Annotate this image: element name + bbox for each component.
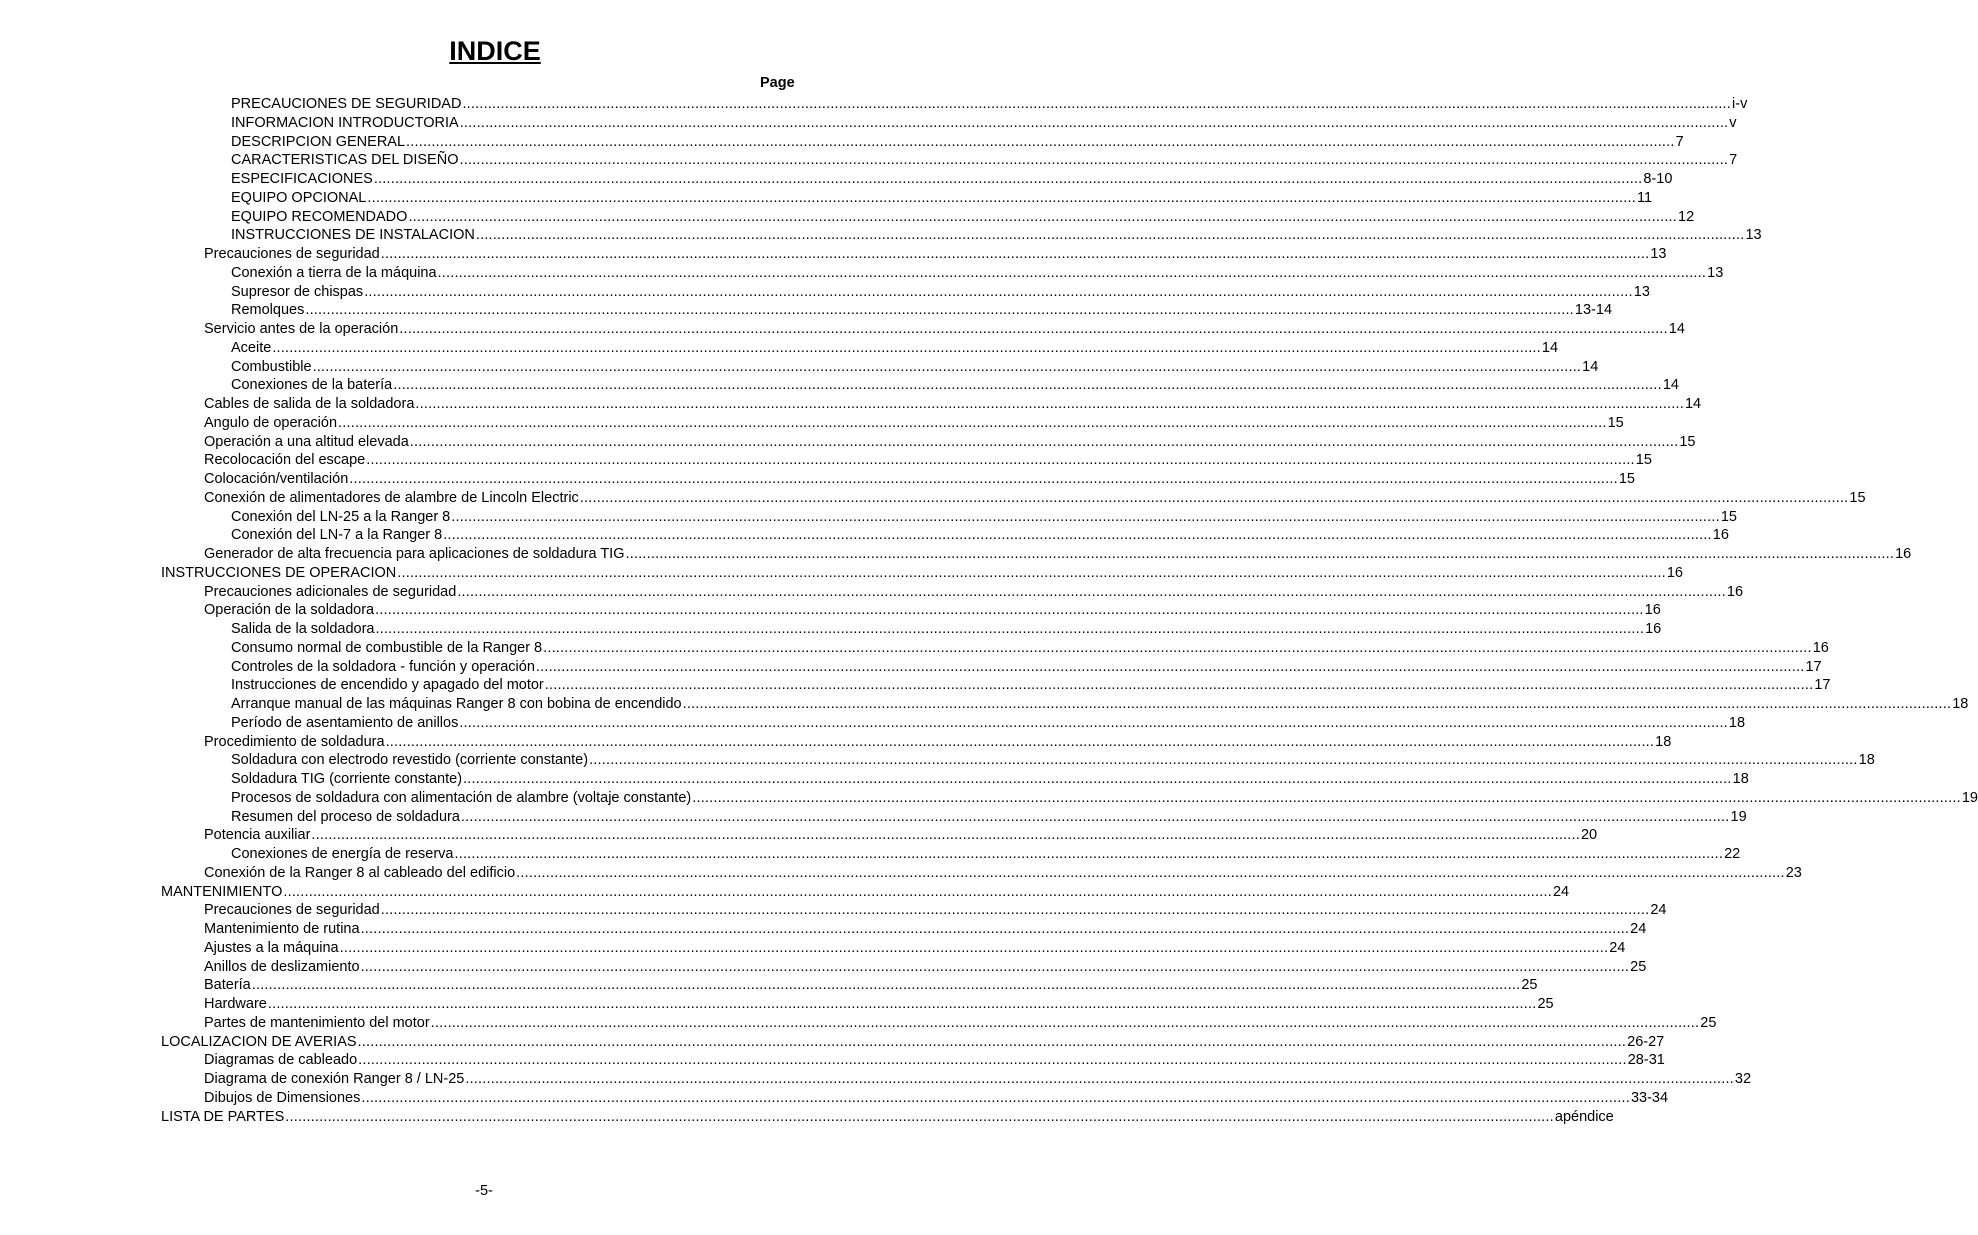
toc-leader-dots: ............................................................................................................................................................................................................................................................................................................ [380,902,1650,919]
toc-entry-label: Potencia auxiliar [204,827,311,844]
toc-entry-label: Conexiones de energía de reserva [231,846,454,862]
toc-leader-dots: ............................................................................................................................................................................................................................................................................................................ [544,677,1814,694]
toc-entry-label: Conexión del LN-25 a la Ranger 8 [231,508,451,525]
toc-entry [204,864,1802,884]
toc-entry [204,452,1652,471]
toc-entry-label: Hardware [204,996,267,1012]
toc-entry-label: Salida de la soldadora [231,621,375,637]
toc-leader-dots: ............................................................................................................................................................................................................................................................................................................ [251,977,1521,994]
toc-entry-label: PRECAUCIONES DE SEGURIDAD [231,96,462,112]
toc-leader-dots: ............................................................................................................................................................................................................................................................................................................ [451,508,1720,525]
toc-leader-dots: ............................................................................................................................................................................................................................................................................................................ [375,602,1644,619]
toc-entry-label: Combustible [231,358,312,375]
toc-entry [204,396,1702,415]
toc-leader-dots: ............................................................................................................................................................................................................................................................................................................ [360,921,1630,937]
toc-entry [231,714,1746,734]
page-title: INDICE [449,36,541,66]
toc-leader-dots: ............................................................................................................................................................................................................................................................................................................ [283,883,1552,900]
toc-entry-label: Remolques [231,302,305,319]
toc-entry [204,1014,1717,1034]
toc-leader-dots: ............................................................................................................................................................................................................................................................................................................ [460,808,1730,825]
toc-entry-page: 14 [1662,377,1679,394]
toc-leader-dots: ............................................................................................................................................................................................................................................................................................................ [385,733,1655,750]
toc-entry [231,508,1737,528]
toc-entry-label: Conexión de la Ranger 8 al cableado del edificio [204,864,516,881]
toc-entry-page: 24 [1552,883,1570,900]
toc-entry-label: Ajustes a la máquina [204,939,339,956]
toc-leader-dots: ............................................................................................................................................................................................................................................................................................................ [409,433,1679,450]
toc-entry-page: 18 [1655,733,1672,750]
toc-entry-page: 7 [1675,133,1684,150]
toc-entry-label: Controles de la soldadora - función y operación [231,658,535,675]
toc-entry [231,339,1559,359]
toc-entry-page: 18 [1728,714,1746,731]
toc-entry-label: MANTENIMIENTO [161,883,283,900]
toc-leader-dots: ............................................................................................................................................................................................................................................................................................................ [625,546,1895,562]
toc-entry-page: 13 [1633,283,1650,300]
toc-entry-label: LISTA DE PARTES [161,1108,285,1125]
toc-entry [231,133,1684,153]
toc-entry-label: Procedimiento de soldadura [204,733,385,750]
toc-entry-page: 17 [1805,658,1822,675]
toc-leader-dots: ............................................................................................................................................................................................................................................................................................................ [361,1089,1630,1106]
toc-entry-label: Arranque manual de las máquinas Ranger 8 con bobina de encendido [231,696,682,712]
toc-entry-label: Batería [204,977,251,994]
toc-leader-dots: ............................................................................................................................................................................................................................................................................................................ [437,264,1707,281]
toc-entry-label: Supresor de chispas [231,283,364,300]
toc-entry-page: 15 [1635,452,1652,469]
toc-entry [231,621,1662,640]
toc-entry-page: 11 [1636,189,1653,206]
toc-entry [231,283,1650,303]
toc-entry-page: 20 [1580,827,1598,844]
toc-entry-label: Anillos de deslizamiento [204,958,360,975]
toc-entry [231,771,1749,790]
toc-leader-dots: ............................................................................................................................................................................................................................................................................................................ [579,489,1849,506]
toc-leader-dots: ............................................................................................................................................................................................................................................................................................................ [459,152,1729,169]
toc-leader-dots: ............................................................................................................................................................................................................................................................................................................ [311,827,1580,844]
toc-entry [204,1052,1665,1071]
toc-leader-dots: ............................................................................................................................................................................................................................................................................................................ [360,958,1630,975]
toc-leader-dots: ............................................................................................................................................................................................................................................................................................................ [459,714,1728,731]
toc-leader-dots: ............................................................................................................................................................................................................................................................................................................ [692,789,1961,806]
toc-entry-page: 33-34 [1630,1089,1669,1106]
toc-entry-label: DESCRIPCION GENERAL [231,133,406,150]
toc-entry [161,883,1570,903]
toc-entry-page: 14 [1582,358,1599,375]
toc-entry [231,377,1679,396]
toc-entry [231,189,1653,209]
toc-leader-dots: ............................................................................................................................................................................................................................................................................................................ [375,621,1645,637]
toc-entry-page: 16 [1644,602,1661,619]
toc-entry-label: Precauciones de seguridad [204,246,380,262]
toc-entry-page: 18 [1952,696,1969,712]
toc-entry-page: 24 [1609,939,1626,956]
toc-leader-dots: ............................................................................................................................................................................................................................................................................................................ [475,227,1745,244]
toc-entry-label: Soldadura con electrodo revestido (corriente constante) [231,752,589,769]
toc-entry [231,677,1831,696]
toc-leader-dots: ............................................................................................................................................................................................................................................................................................................ [462,96,1732,112]
toc-entry-page: 16 [1712,527,1729,544]
toc-entry [204,996,1554,1015]
toc-entry-page: 7 [1729,152,1738,169]
toc-leader-dots: ............................................................................................................................................................................................................................................................................................................ [415,396,1684,412]
toc-entry [204,321,1685,340]
toc-leader-dots: ............................................................................................................................................................................................................................................................................................................ [285,1108,1554,1125]
toc-leader-dots: ............................................................................................................................................................................................................................................................................................................ [380,246,1650,262]
toc-leader-dots: ............................................................................................................................................................................................................................................................................................................ [682,696,1952,712]
toc-leader-dots: ............................................................................................................................................................................................................................................................................................................ [443,527,1712,544]
toc-entry-page: 32 [1734,1071,1752,1087]
toc-entry-page: 12 [1678,208,1695,225]
toc-entry-label: Operación a una altitud elevada [204,433,409,450]
toc-entry-page: 25 [1630,958,1647,975]
toc-entry-page: 16 [1726,583,1744,600]
toc-entry-label: LOCALIZACION DE AVERIAS [161,1033,357,1050]
toc-leader-dots: ............................................................................................................................................................................................................................................................................................................ [366,452,1635,469]
toc-entry-label: Partes de mantenimiento del motor [204,1014,430,1031]
toc-entry-label: EQUIPO OPCIONAL [231,189,367,206]
toc-leader-dots: ............................................................................................................................................................................................................................................................................................................ [364,283,1633,300]
toc-entry [231,808,1747,828]
toc-entry-label: Cables de salida de la soldadora [204,396,415,412]
toc-entry-page: 19 [1730,808,1747,825]
toc-entry-label: Procesos de soldadura con alimentación de alambre (voltaje constante) [231,789,692,806]
toc-entry-page: 16 [1812,639,1829,656]
toc-leader-dots: ............................................................................................................................................................................................................................................................................................................ [406,133,1675,150]
toc-entry [204,1071,1752,1090]
toc-entry [204,958,1647,978]
toc-entry-label: CARACTERISTICAS DEL DISEÑO [231,152,459,169]
toc-entry-page: 19 [1961,789,1978,806]
toc-entry-page: i-v [1732,96,1748,112]
toc-entry-label: Soldadura TIG (corriente constante) [231,771,463,787]
toc-entry-page: 16 [1645,621,1662,637]
toc-entry [231,658,1822,678]
toc-entry [204,471,1635,490]
toc-entry-page: 18 [1732,771,1749,787]
toc-entry-label: Colocación/ventilación [204,471,349,487]
toc-entry [204,546,1912,565]
toc-entry [204,583,1744,603]
toc-entry-page: 28-31 [1627,1052,1665,1069]
toc-leader-dots: ............................................................................................................................................................................................................................................................................................................ [349,471,1618,487]
toc-entry-page: 15 [1618,471,1635,487]
toc-leader-dots: ............................................................................................................................................................................................................................................................................................................ [465,1071,1734,1087]
toc-entry [204,246,1667,265]
toc-entry [204,977,1538,996]
toc-entry-label: Conexión del LN-7 a la Ranger 8 [231,527,443,544]
toc-entry [204,827,1598,846]
toc-entry [204,602,1661,621]
toc-entry-label: Conexiones de la batería [231,377,393,394]
toc-leader-dots: ............................................................................................................................................................................................................................................................................................................ [312,358,1582,375]
toc-entry-page: 23 [1785,864,1802,881]
toc-entry-label: Conexión a tierra de la máquina [231,264,437,281]
toc-entry-label: Conexión de alimentadores de alambre de Lincoln Electric [204,489,579,506]
toc-entry [204,921,1647,940]
toc-entry [204,733,1672,753]
toc-leader-dots: ............................................................................................................................................................................................................................................................................................................ [367,189,1636,206]
toc-entry [231,527,1729,546]
toc-entry-page: 13 [1650,246,1667,262]
toc-entry-label: Diagramas de cableado [204,1052,358,1069]
toc-entry-page: 16 [1666,564,1683,581]
toc-entry [161,1033,1665,1053]
toc-leader-dots: ............................................................................................................................................................................................................................................................................................................ [408,208,1678,225]
toc-entry-page: 22 [1724,846,1741,862]
toc-entry-label: Angulo de operación [204,414,338,431]
toc-entry [231,752,1875,771]
toc-entry [231,358,1599,378]
toc-entry-page: 16 [1895,546,1912,562]
toc-entry [204,902,1667,921]
toc-entry [231,152,1738,171]
toc-entry-label: ESPECIFICACIONES [231,171,373,187]
toc-leader-dots: ............................................................................................................................................................................................................................................................................................................ [454,846,1724,862]
toc-entry [161,1108,1614,1128]
toc-entry-page: v [1729,114,1737,131]
toc-entry [204,489,1866,509]
toc-leader-dots: ............................................................................................................................................................................................................................................................................................................ [305,302,1574,319]
toc-entry [231,789,1978,809]
toc-entry-page: 8-10 [1643,171,1673,187]
toc-entry-page: 15 [1720,508,1737,525]
toc-entry-label: Mantenimiento de rutina [204,921,360,937]
toc-entry-label: Recolocación del escape [204,452,366,469]
toc-leader-dots: ............................................................................................................................................................................................................................................................................................................ [516,864,1785,881]
toc-entry-page: 25 [1700,1014,1717,1031]
toc-leader-dots: ............................................................................................................................................................................................................................................................................................................ [339,939,1609,956]
toc-entry [204,433,1696,453]
toc-leader-dots: ............................................................................................................................................................................................................................................................................................................ [535,658,1805,675]
toc-entry-label: INFORMACION INTRODUCTORIA [231,114,459,131]
toc-entry-page: 13 [1707,264,1724,281]
toc-leader-dots: ............................................................................................................................................................................................................................................................................................................ [457,583,1726,600]
toc-entry-label: Dibujos de Dimensiones [204,1089,361,1106]
toc-entry [204,939,1626,959]
toc-entry-label: INSTRUCCIONES DE OPERACION [161,564,397,581]
toc-entry-label: Operación de la soldadora [204,602,375,619]
toc-entry-label: Instrucciones de encendido y apagado del motor [231,677,544,694]
toc-entry-page: 15 [1849,489,1866,506]
toc-leader-dots: ............................................................................................................................................................................................................................................................................................................ [393,377,1662,394]
toc-entry [231,114,1737,134]
toc-entry [231,639,1829,659]
toc-entry-page: 24 [1630,921,1647,937]
toc-entry [231,846,1741,865]
toc-leader-dots: ............................................................................................................................................................................................................................................................................................................ [399,321,1668,337]
toc-entry [231,302,1613,321]
toc-entry-page: 18 [1858,752,1875,769]
toc-leader-dots: ............................................................................................................................................................................................................................................................................................................ [543,639,1812,656]
toc-entry-page: 15 [1679,433,1696,450]
toc-entry [231,208,1695,228]
toc-entry [231,696,1969,715]
page-column-header: Page [760,75,795,91]
toc-entry-label: Precauciones de seguridad [204,902,380,919]
toc-entry-label: Período de asentamiento de anillos [231,714,459,731]
toc-leader-dots: ............................................................................................................................................................................................................................................................................................................ [357,1033,1627,1050]
toc-entry-page: 15 [1607,414,1624,431]
toc-entry-page: 14 [1684,396,1702,412]
toc-entry-label: Consumo normal de combustible de la Ranger 8 [231,639,543,656]
toc-leader-dots: ............................................................................................................................................................................................................................................................................................................ [459,114,1729,131]
toc-leader-dots: ............................................................................................................................................................................................................................................................................................................ [272,339,1541,356]
toc-entry-label: Aceite [231,339,272,356]
toc-entry-page: 14 [1541,339,1559,356]
toc-entry-label: Resumen del proceso de soldadura [231,808,460,825]
toc-leader-dots: ............................................................................................................................................................................................................................................................................................................ [589,752,1858,769]
toc-entry-page: apéndice [1554,1108,1614,1125]
toc-entry-label: INSTRUCCIONES DE INSTALACION [231,227,475,244]
toc-leader-dots: ............................................................................................................................................................................................................................................................................................................ [397,564,1666,581]
toc-leader-dots: ............................................................................................................................................................................................................................................................................................................ [463,771,1732,787]
toc-leader-dots: ............................................................................................................................................................................................................................................................................................................ [373,171,1643,187]
toc-entry-page: 13 [1745,227,1762,244]
toc-entry-label: Precauciones adicionales de seguridad [204,583,457,600]
toc-entry [231,96,1748,115]
toc-entry [204,414,1624,434]
toc-entry [231,227,1762,246]
toc-entry [204,1089,1669,1109]
toc-leader-dots: ............................................................................................................................................................................................................................................................................................................ [358,1052,1627,1069]
toc-entry-label: EQUIPO RECOMENDADO [231,208,408,225]
toc-entry-page: 17 [1814,677,1831,694]
toc-entry-page: 26-27 [1627,1033,1665,1050]
toc-entry-page: 13-14 [1574,302,1613,319]
toc-leader-dots: ............................................................................................................................................................................................................................................................................................................ [430,1014,1700,1031]
toc-entry [231,171,1673,190]
toc-entry-page: 25 [1537,996,1554,1012]
toc-entry-page: 24 [1650,902,1667,919]
toc-entry-label: Servicio antes de la operación [204,321,399,337]
page-number: -5- [475,1183,493,1199]
toc-entry-label: Generador de alta frecuencia para aplicaciones de soldadura TIG [204,546,625,562]
toc-entry-page: 25 [1521,977,1538,994]
toc-leader-dots: ............................................................................................................................................................................................................................................................................................................ [267,996,1537,1012]
toc-leader-dots: ............................................................................................................................................................................................................................................................................................................ [338,414,1607,431]
toc-entry-label: Diagrama de conexión Ranger 8 / LN-25 [204,1071,465,1087]
toc-entry [231,264,1724,284]
toc-entry [161,564,1683,584]
toc-entry-page: 14 [1668,321,1685,337]
